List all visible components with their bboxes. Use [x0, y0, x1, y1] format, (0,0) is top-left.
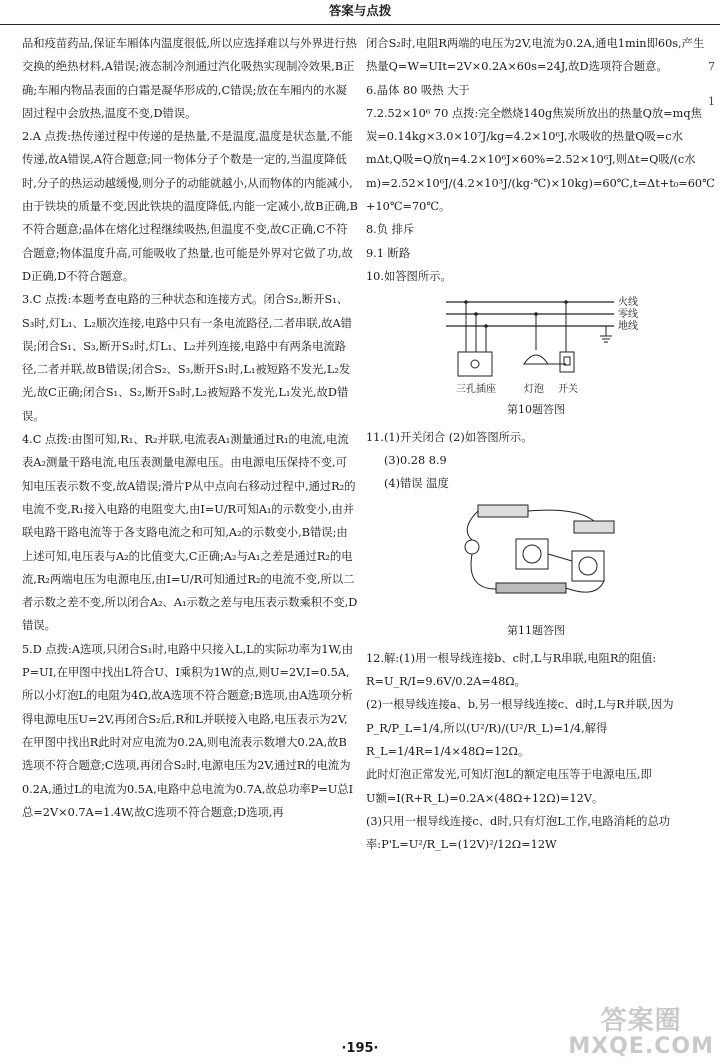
answer-12-part3: (3)只用一根导线连接c、d时,只有灯泡L工作,电路消耗的总功率:P'L=U²/R_L=(12V)²/12Ω=12W [366, 814, 671, 852]
answer-11: 11.(1)开关闭合 (2)如答图所示。 [366, 430, 533, 444]
watermark-line1: 答案圈 [600, 1006, 682, 1036]
socket-label: 三孔插座 [456, 384, 496, 396]
header-rule [0, 24, 720, 25]
answer-continued: 品和疫苗药品,保证车厢体内温度很低,所以应选择难以与外界进行热交换的绝热材料,A错误;液态制冷剂通过汽化吸热实现制冷效果,B正确;车厢内物品表面的白霜是凝华形成的,C错误;放在车厢内的水凝固过程中会放热,温度不变,D错误。 [22, 37, 357, 120]
page-header [0, 0, 720, 24]
live-wire-label: 火线 [618, 297, 638, 309]
answer-12-rated: 此时灯泡正常发光,可知灯泡L的额定电压等于电源电压,即 [366, 768, 652, 782]
voltmeter-icon [572, 551, 604, 581]
ammeter-icon [516, 539, 548, 569]
answer-2: 2.A 点拨:热传递过程中传递的是热量,不是温度,温度是状态量,不能传递,故A错误,A符合题意;同一物体分子个数是一定的,当温度降低时,分子的热运动越缓慢,则分子的动能就越小,从而物体的内能减小,由于铁块的质量不变,因此铁块的温度降低,内能一定减小,故B正确,B不符合题意;晶体在熔化过程继续吸热,但温度不变,故C正确,C不符合题意;物体温度升高,可能吸收了热量,也可能是外界对它做了功,故D正确,D不符合题意。 [22, 130, 358, 283]
switch-label: 开关 [558, 384, 578, 396]
left-column [22, 32, 358, 824]
right-column [366, 32, 715, 856]
neutral-wire-label: 零线 [618, 309, 638, 321]
watermark-line2: MXQE.COM [568, 1034, 714, 1059]
socket-icon [458, 352, 492, 376]
figure-10-caption: 第10题答图 [507, 403, 565, 417]
lamp-label: 灯泡 [524, 384, 544, 396]
header-title: 答案与点拨 [328, 3, 392, 18]
answer-12-part2: (2)一根导线连接a、b,另一根导线连接c、d时,L与R并联,因为 [366, 698, 674, 712]
answer-5-continued: 闭合S₂时,电阻R两端的电压为2V,电流为0.2A,通电1min即60s,产生热量Q=W=UIt=2V×0.2A×60s=24J,故D选项符合题意。 [366, 37, 705, 74]
edge-mark: 1 [708, 95, 715, 108]
answer-8: 8.负 排斥 [366, 223, 415, 237]
watermark-logo [568, 1008, 714, 1060]
edge-mark: 7 [708, 60, 715, 73]
switch-icon [560, 352, 574, 372]
answer-12-resistance: R=U_R/I=9.6V/0.2A=48Ω。 [366, 675, 526, 689]
figure-10-wiring [366, 292, 706, 421]
bulb-icon [465, 540, 479, 554]
answer-12: 12.解:(1)用一根导线连接b、c时,L与R串联,电阻R的阻值: [366, 651, 657, 665]
page-number: ·195· [341, 1041, 379, 1056]
answer-7: 7.2.52×10⁶ 70 点拨:完全燃烧140g焦炭所放出的热量Q放=mq焦炭=0.14kg×3.0×10⁷J/kg=4.2×10⁶J,水吸收的热量Q吸=c水mΔt,Q吸=Q放η=4.2×10⁶J×60%=2.52×10⁶J,则Δt=Q吸/(c水m)=2.52×10⁶J/(4.2×10³J/(kg·℃)×10kg)=60℃,t=Δt+t₀=60℃+10℃=70℃。 [366, 106, 715, 214]
answer-3: 3.C 点拨:本题考查电路的三种状态和连接方式。闭合S₂,断开S₁、S₃时,灯L₁、L₂顺次连接,电路中只有一条电流路径,二者串联,故A错误;闭合S₁、S₃,断开S₂时,灯L₁、L₂并列连接,电路中有两条电流路径,二者并联,故B错误;闭合S₂、S₃,断开S₁时,L₁被短路不发光,L₂发光,故C正确;闭合S₁、S₂,断开S₃时,L₂被短路不发光,L₁发光,故D错误。 [22, 293, 352, 423]
answer-12-ratio: P_R/P_L=1/4,所以(U²/R)/(U²/R_L)=1/4,解得R_L=1/4R=1/4×48Ω=12Ω。 [366, 721, 608, 758]
wiring-diagram [436, 292, 686, 396]
answer-10: 10.如答图所示。 [366, 269, 452, 283]
figure-11-caption: 第11题答图 [507, 624, 565, 638]
circuit-photo [456, 499, 626, 617]
answer-6: 6.晶体 80 吸热 大于 [366, 83, 470, 97]
lamp-icon [524, 355, 548, 364]
answer-11-part4: (4)错误 温度 [384, 477, 449, 491]
answer-4: 4.C 点拨:由图可知,R₁、R₂并联,电流表A₁测量通过R₁的电流,电流表A₂测量干路电流,电压表测量电源电压。由电源电压保持不变,可知电压表示数不变,故A错误;滑片P从中点向右移动过程中,通过R₂的电流不变,R₁接入电路的电阻变大,由I=U/R可知A₁的示数变小,由并联电路干路电流等于各支路电流之和可知,A₂的示数变小,B错误;由上述可知,电压表与A₂的比值变大,C正确;A₂与A₁之差是通过R₂的电流,R₂两端电压为电源电压,由I=U/R可知通过R₂的电流不变,所以二者示数之差不变,所以闭合A₂、A₁示数之差与电压表示数乘积不变,D错误。 [22, 433, 358, 633]
rheostat-icon [496, 583, 566, 593]
figure-11-circuit [366, 499, 706, 642]
answer-12-voltage: U额=I(R+R_L)=0.2A×(48Ω+12Ω)=12V。 [366, 791, 604, 805]
answer-9: 9.1 断路 [366, 246, 411, 260]
answer-11-part3: (3)0.28 8.9 [384, 453, 447, 467]
ground-wire-label: 地线 [618, 321, 638, 333]
answer-5: 5.D 点拨:A选项,只闭合S₁时,电路中只接入L,L的实际功率为1W,由P=UI,在甲图中找出L符合U、I乘积为1W的点,则U=2V,I=0.5A,所以小灯泡L的电阻为4Ω,故A选项不符合题意;B选项,由A选项分析得电源电压U=2V,再闭合S₂后,R和L并联接入电路,电压表示为2V,在甲图中找出R此时对应电流为0.2A,则电流表示数增大0.2A,故B选项不符合题意;C选项,再闭合S₂时,电源电压为2V,通过R的电流为0.2A,通过L的电流为0.5A,电路中总电流为0.7A,故总功率P=U总I总=2V×0.7A=1.4W,故C选项不符合题意;D选项,再 [22, 642, 354, 819]
